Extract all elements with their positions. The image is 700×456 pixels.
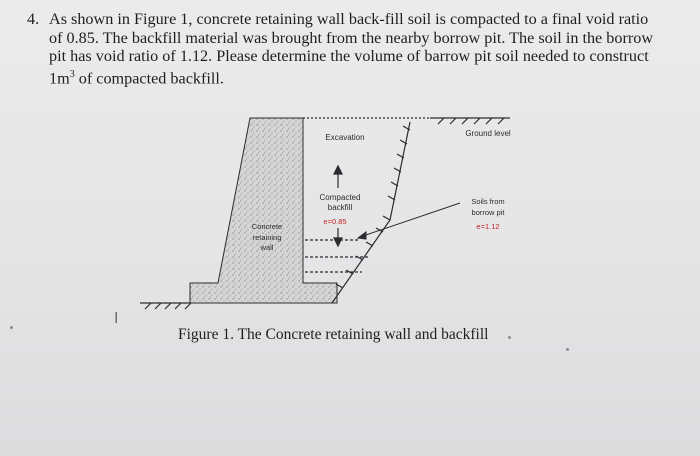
stray-dot [566, 348, 569, 351]
ground-level-label: Ground level [465, 129, 511, 138]
stray-dot [10, 326, 13, 329]
retaining-wall-figure [100, 100, 570, 330]
question-line-2: of 0.85. The backfill material was brought from the nearby borrow pit. The soil in the borrow [49, 28, 654, 47]
question-line-4 [49, 66, 677, 88]
question-line-3: pit has void ratio of 1.12. Please determine the volume of barrow pit soil needed to construct [49, 47, 649, 66]
excavation-slope [332, 122, 410, 303]
question-line-4-text: of compacted backfill. [74, 69, 224, 88]
text-cursor-icon: I [114, 309, 119, 327]
borrow-void-ratio: e=1.12 [476, 222, 500, 231]
question-line-1: As shown in Figure 1, concrete retaining wall back-fill soil is compacted to a final void ratio [49, 10, 649, 28]
question-number: 4. [27, 10, 40, 28]
ground-surface [140, 118, 510, 309]
figure-caption: Figure 1. The Concrete retaining wall and backfill [178, 326, 489, 343]
wall-label-line-1: Concrete [251, 222, 283, 231]
borrow-pit-leader [358, 203, 460, 239]
stray-dot [508, 336, 511, 339]
backfill-label-line-2: backfill [327, 203, 353, 212]
wall-label-line-2: retaining [252, 233, 282, 242]
wall-label-line-3: wall [260, 243, 274, 252]
backfill-void-ratio: e=0.85 [323, 217, 347, 226]
borrow-label-line-2: borrow pit [471, 208, 505, 217]
retaining-wall [190, 118, 337, 303]
question-text [27, 10, 677, 88]
excavation-label: Excavation [325, 133, 365, 142]
borrow-label-line-1: Soils from [471, 197, 505, 206]
backfill-label-line-1: Compacted [319, 193, 361, 202]
question-body [49, 10, 677, 88]
volume-unit-exponent: 3 [69, 68, 75, 80]
volume-unit: 1m [49, 69, 70, 88]
